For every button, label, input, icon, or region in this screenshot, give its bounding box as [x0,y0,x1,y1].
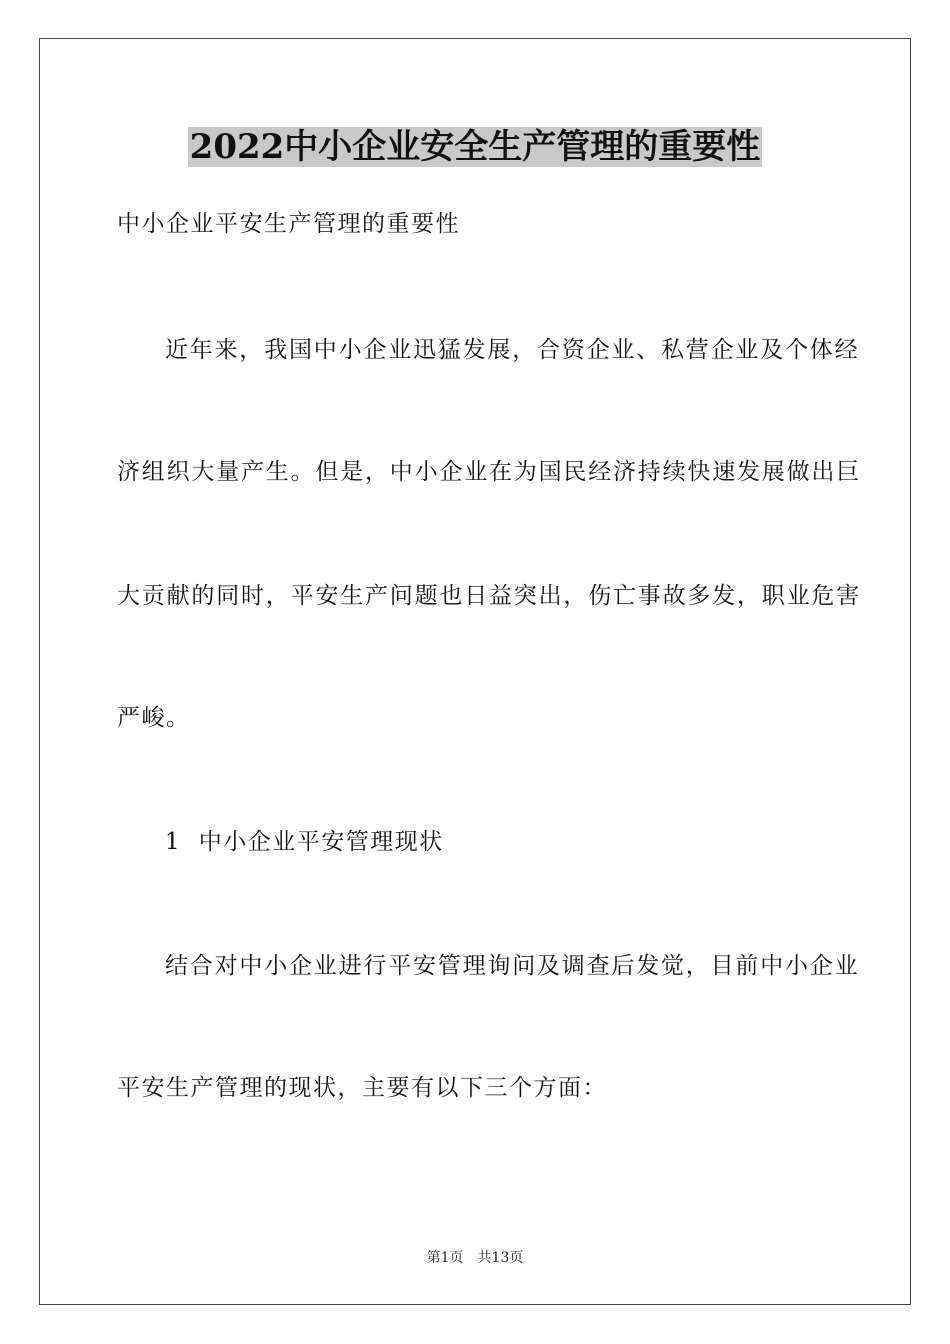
paragraph-1-line-3: 大贡献的同时，平安生产问题也日益突出，伤亡事故多发，职业危害 [117,583,861,609]
document-title-text: 2022中小企业安全生产管理的重要性 [189,127,761,167]
paragraph-2-line-2: 平安生产管理的现状，主要有以下三个方面： [117,1075,607,1101]
paragraph-1-line-2: 济组织大量产生。但是，中小企业在为国民经济持续快速发展做出巨 [117,459,861,485]
page-number: 第1页 [426,1250,464,1266]
document-title [0,122,950,172]
document-subtitle: 中小企业平安生产管理的重要性 [117,211,460,237]
paragraph-2-line-1: 结合对中小企业进行平安管理询问及调查后发觉，目前中小企业 [165,953,860,979]
section-1-heading: 1 中小企业平安管理现状 [165,829,444,855]
page-footer [0,1248,950,1268]
paragraph-1-line-4: 严峻。 [117,705,191,731]
paragraph-1-line-1: 近年来，我国中小企业迅猛发展，合资企业、私营企业及个体经 [165,337,860,363]
page-total: 共13页 [477,1250,524,1266]
